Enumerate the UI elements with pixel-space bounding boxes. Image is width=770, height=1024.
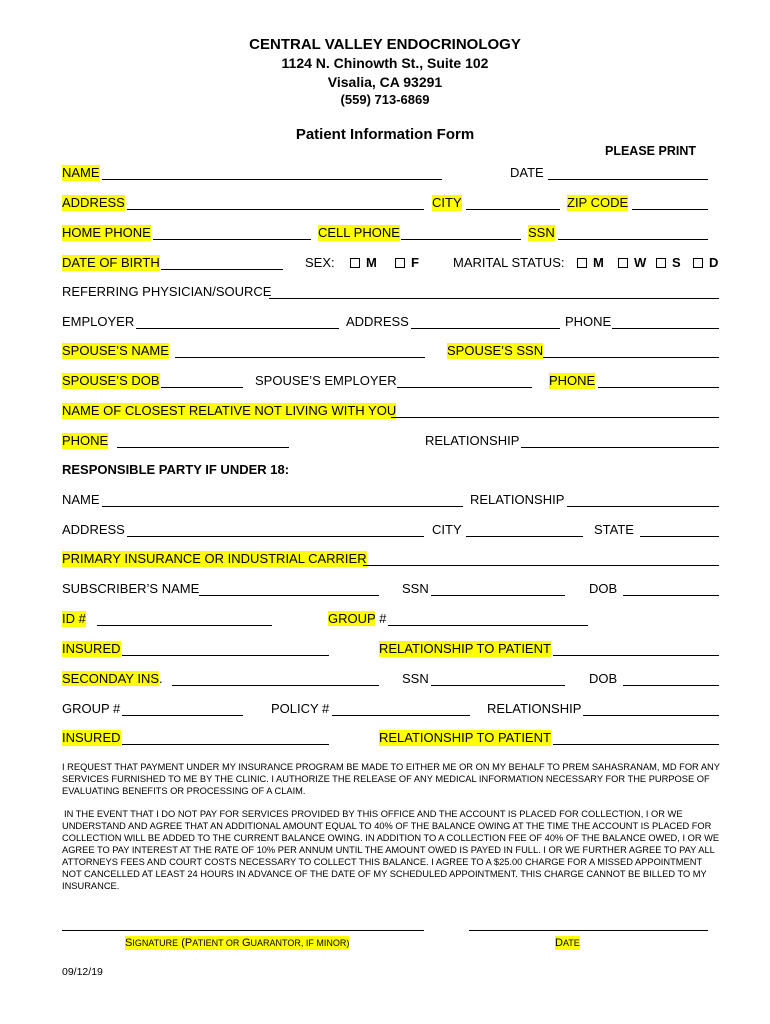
- name-field[interactable]: [102, 179, 442, 180]
- cell-phone-label: CELL PHONE: [318, 225, 400, 240]
- secondary-ssn-label: SSN: [402, 671, 429, 686]
- referring-physician-field[interactable]: [269, 298, 719, 299]
- relative-phone-label: PHONE: [62, 433, 109, 448]
- form-title: Patient Information Form: [295, 126, 475, 143]
- subscriber-ssn-label: SSN: [402, 581, 429, 596]
- spouse-name-label: SPOUSE’S NAME: [62, 343, 169, 358]
- subscriber-name-field[interactable]: [199, 595, 379, 596]
- spouse-ssn-field[interactable]: [543, 357, 719, 358]
- clinic-address-line2: Visalia, CA 93291: [327, 74, 443, 90]
- sex-female-option[interactable]: F: [395, 255, 419, 271]
- relative-relationship-field[interactable]: [521, 447, 719, 448]
- secondary-insured-label: INSURED: [62, 730, 121, 745]
- address-field[interactable]: [127, 209, 424, 210]
- rp-address-field[interactable]: [127, 536, 424, 537]
- primary-insurance-label: PRIMARY INSURANCE OR INDUSTRIAL CARRIER: [62, 551, 367, 566]
- zip-code-field[interactable]: [632, 209, 708, 210]
- please-print-note: PLEASE PRINT: [605, 144, 696, 158]
- ssn-field[interactable]: [558, 239, 708, 240]
- checkbox-icon: [618, 258, 628, 268]
- rp-state-field[interactable]: [640, 536, 719, 537]
- marital-single-option[interactable]: S: [656, 255, 681, 271]
- secondary-insurance-label: SECONDAY INS.: [62, 671, 163, 686]
- checkbox-icon: [395, 258, 405, 268]
- clinic-phone: (559) 713-6869: [340, 92, 430, 107]
- relative-relationship-label: RELATIONSHIP: [425, 433, 520, 448]
- insured-field[interactable]: [122, 655, 329, 656]
- responsible-party-heading: RESPONSIBLE PARTY IF UNDER 18:: [62, 462, 290, 477]
- signature-date-field[interactable]: [469, 930, 708, 931]
- secondary-insurance-field[interactable]: [172, 685, 379, 686]
- secondary-dob-label: DOB: [589, 671, 618, 686]
- secondary-relationship-to-patient-label: RELATIONSHIP TO PATIENT: [379, 730, 551, 745]
- clinic-address-line1: 1124 N. Chinowth St., Suite 102: [281, 55, 489, 71]
- signature-field[interactable]: [62, 930, 424, 931]
- rp-city-field[interactable]: [466, 536, 583, 537]
- policy-label: POLICY #: [271, 701, 330, 716]
- rp-relationship-label: RELATIONSHIP: [470, 492, 565, 507]
- sex-label: SEX:: [305, 255, 335, 270]
- relationship-to-patient-field[interactable]: [553, 655, 719, 656]
- sex-male-option[interactable]: M: [350, 255, 377, 271]
- date-of-birth-field[interactable]: [161, 269, 283, 270]
- collection-policy-paragraph: IN THE EVENT THAT I DO NOT PAY FOR SERVICES PROVIDED BY THIS OFFICE AND THE ACCOUNT IS PLACED FOR COLLECTION, I OR WE UNDERSTAND AND AGREE THAT AN ADDITIONAL AMOUNT EQUAL TO 40% OF THE BALANCE OWING AT THE TIME THE ACCOUNT IS PLACED FOR COLLECTION WILL BE ADDED TO THE CURRENT BALANCE OWING. IN ADDITION TO A COLLECTION FEE OF 40% OF THE BALANCE OWED, I OR WE AGREE TO PAY INTEREST AT THE RATE OF 10% PER ANNUM UNTIL THE AMOUNT OWED IS PAYED IN FULL. I OR WE FURTHER AGREE TO PAY ALL ATTORNEYS FEES AND COURT COSTS NECESSARY TO COLLECT THIS BALANCE. I AGREE TO A $25.00 CHARGE FOR A MISSED APPOINTMENT NOT CANCELLED AT LEAST 24 HOURS IN ADVANCE OF THE DATE OF MY SCHEDULED APPOINTMENT. THIS CHARGE CANNOT BE BILLED TO MY INSURANCE.: [62, 809, 720, 891]
- marital-status-label: MARITAL STATUS:: [453, 255, 565, 270]
- marital-married-option[interactable]: M: [577, 255, 604, 271]
- employer-address-label: ADDRESS: [346, 314, 409, 329]
- closest-relative-field[interactable]: [391, 417, 719, 418]
- home-phone-field[interactable]: [153, 239, 311, 240]
- name-label: NAME: [62, 165, 100, 180]
- secondary-ssn-field[interactable]: [431, 685, 565, 686]
- spouse-ssn-label: SPOUSE’S SSN: [447, 343, 544, 358]
- spouse-phone-label: PHONE: [549, 373, 596, 388]
- employer-phone-label: PHONE: [565, 314, 612, 329]
- spouse-phone-field[interactable]: [598, 387, 719, 388]
- group-field[interactable]: [388, 625, 588, 626]
- secondary-relationship-to-patient-field[interactable]: [553, 744, 719, 745]
- employer-address-field[interactable]: [411, 328, 560, 329]
- secondary-relationship-label: RELATIONSHIP: [487, 701, 582, 716]
- subscriber-ssn-field[interactable]: [431, 595, 565, 596]
- checkbox-icon: [577, 258, 587, 268]
- city-field[interactable]: [466, 209, 560, 210]
- checkbox-icon: [656, 258, 666, 268]
- employer-label: EMPLOYER: [62, 314, 135, 329]
- checkbox-icon: [693, 258, 703, 268]
- subscriber-dob-label: DOB: [589, 581, 618, 596]
- date-field[interactable]: [548, 179, 708, 180]
- spouse-employer-field[interactable]: [397, 387, 532, 388]
- spouse-employer-label: SPOUSE’S EMPLOYER: [255, 373, 397, 388]
- city-label: CITY: [432, 195, 462, 210]
- primary-insurance-field[interactable]: [363, 565, 719, 566]
- id-label: ID #: [62, 611, 86, 626]
- secondary-relationship-field[interactable]: [583, 715, 719, 716]
- rp-relationship-field[interactable]: [567, 506, 719, 507]
- clinic-name: CENTRAL VALLEY ENDOCRINOLOGY: [249, 36, 521, 53]
- secondary-group-field[interactable]: [122, 715, 243, 716]
- payment-authorization-paragraph: I REQUEST THAT PAYMENT UNDER MY INSURANCE PROGRAM BE MADE TO EITHER ME OR ON MY BEHALF TO PREM SAHASRANAM, MD FOR ANY SERVICES FURNISHED TO ME BY THE CLINIC. I AUTHORIZE THE RELEASE OF ANY MEDICAL INFORMATION NECESSARY FOR THE PURPOSE OF EVALUATING BENEFITS OR PROCESSING OF A CLAIM.: [62, 762, 720, 796]
- policy-field[interactable]: [332, 715, 470, 716]
- subscriber-name-label: SUBSCRIBER’S NAME: [62, 581, 200, 596]
- rp-city-label: CITY: [432, 522, 462, 537]
- signature-label: SIGNATURE (PATIENT OR GUARANTOR, IF MINOR): [125, 937, 350, 949]
- spouse-dob-field[interactable]: [161, 387, 243, 388]
- relationship-to-patient-label: RELATIONSHIP TO PATIENT: [379, 641, 551, 656]
- checkbox-icon: [350, 258, 360, 268]
- zip-code-label: ZIP CODE: [567, 195, 629, 210]
- date-of-birth-label: DATE OF BIRTH: [62, 255, 160, 270]
- rp-state-label: STATE: [594, 522, 634, 537]
- closest-relative-label: NAME OF CLOSEST RELATIVE NOT LIVING WITH YOU: [62, 403, 397, 418]
- marital-widowed-option[interactable]: W: [618, 255, 646, 271]
- marital-divorced-option[interactable]: D: [693, 255, 718, 271]
- form-revision-date: 09/12/19: [62, 966, 103, 978]
- date-label: DATE: [510, 165, 544, 180]
- employer-field[interactable]: [136, 328, 339, 329]
- secondary-insured-field[interactable]: [122, 744, 329, 745]
- rp-address-label: ADDRESS: [62, 522, 125, 537]
- signature-date-label: DATE: [555, 937, 580, 949]
- secondary-dob-field[interactable]: [623, 685, 719, 686]
- ssn-label: SSN: [528, 225, 555, 240]
- employer-phone-field[interactable]: [612, 328, 719, 329]
- group-label: GROUP #: [328, 611, 387, 626]
- secondary-group-label: GROUP #: [62, 701, 121, 716]
- subscriber-dob-field[interactable]: [623, 595, 719, 596]
- insured-label: INSURED: [62, 641, 121, 656]
- spouse-dob-label: SPOUSE’S DOB: [62, 373, 160, 388]
- id-field[interactable]: [97, 625, 272, 626]
- home-phone-label: HOME PHONE: [62, 225, 151, 240]
- cell-phone-field[interactable]: [401, 239, 521, 240]
- spouse-name-field[interactable]: [175, 357, 425, 358]
- referring-physician-label: REFERRING PHYSICIAN/SOURCE: [62, 284, 272, 299]
- rp-name-field[interactable]: [102, 506, 463, 507]
- relative-phone-field[interactable]: [117, 447, 289, 448]
- rp-name-label: NAME: [62, 492, 100, 507]
- address-label: ADDRESS: [62, 195, 125, 210]
